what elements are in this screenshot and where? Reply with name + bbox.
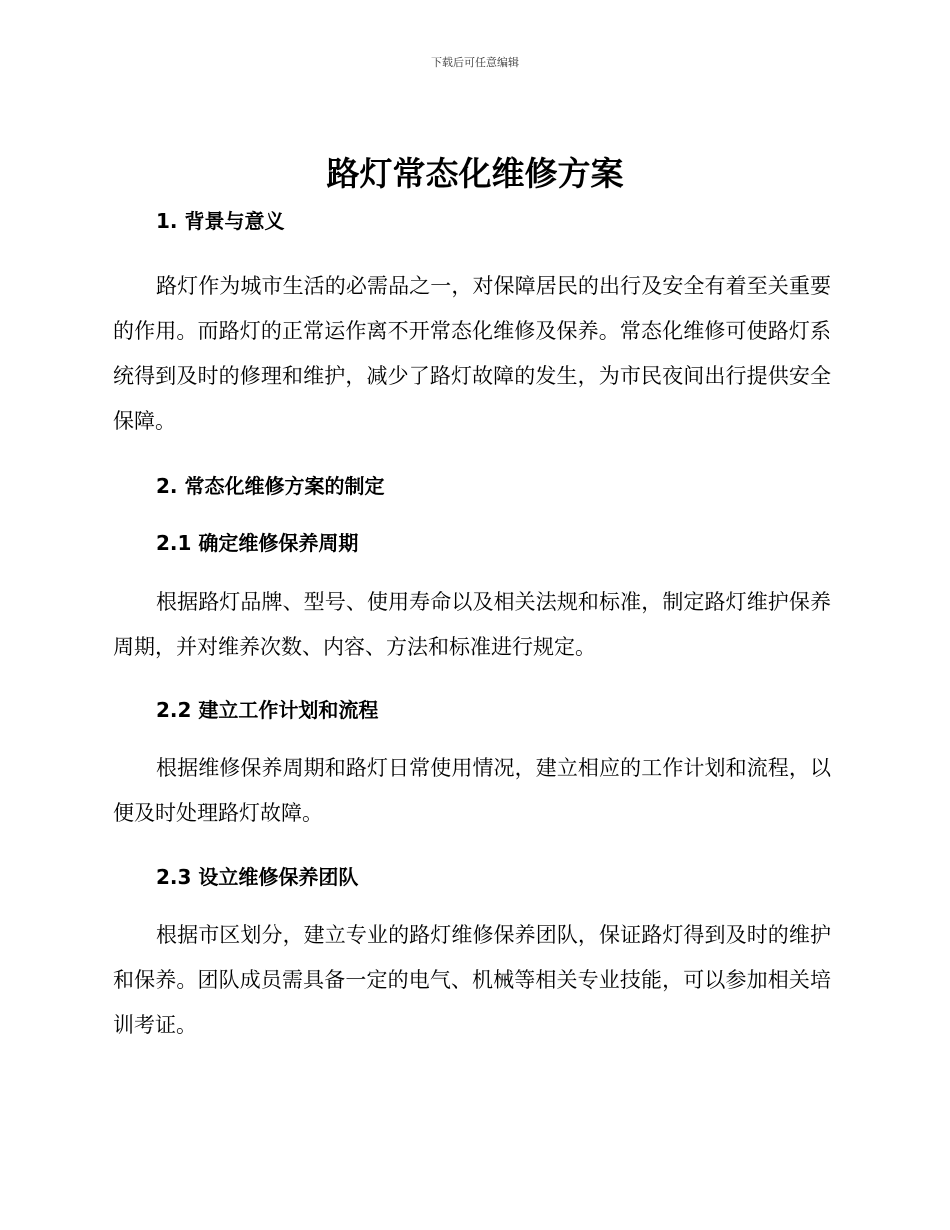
subsection-paragraph-workflow: 根据维修保养周期和路灯日常使用情况，建立相应的工作计划和流程，以便及时处理路灯故障。 — [113, 756, 831, 825]
section-heading-background: 1. 背景与意义 — [156, 209, 285, 233]
subsection-heading-workflow: 2.2 建立工作计划和流程 — [156, 698, 379, 722]
section-paragraph-background: 路灯作为城市生活的必需品之一，对保障居民的出行及安全有着至关重要的作用。而路灯的正常运作离不开常态化维修及保养。常态化维修可使路灯系统得到及时的修理和维护，减少了路灯故障的发生，为市民夜间出行提供安全保障。 — [113, 274, 831, 433]
subsection-paragraph-cycle: 根据路灯品牌、型号、使用寿命以及相关法规和标准，制定路灯维护保养周期，并对维养次数、内容、方法和标准进行规定。 — [113, 590, 831, 659]
section-heading-plan: 2. 常态化维修方案的制定 — [156, 474, 385, 498]
page-header-note: 下载后可任意编辑 — [431, 56, 519, 69]
document-title: 路灯常态化维修方案 — [326, 154, 624, 193]
subsection-heading-team: 2.3 设立维修保养团队 — [156, 865, 359, 889]
subsection-heading-cycle: 2.1 确定维修保养周期 — [156, 531, 359, 555]
subsection-paragraph-team: 根据市区划分，建立专业的路灯维修保养团队，保证路灯得到及时的维护和保养。团队成员需具备一定的电气、机械等相关专业技能，可以参加相关培训考证。 — [113, 923, 831, 1037]
document-body — [113, 205, 831, 1048]
